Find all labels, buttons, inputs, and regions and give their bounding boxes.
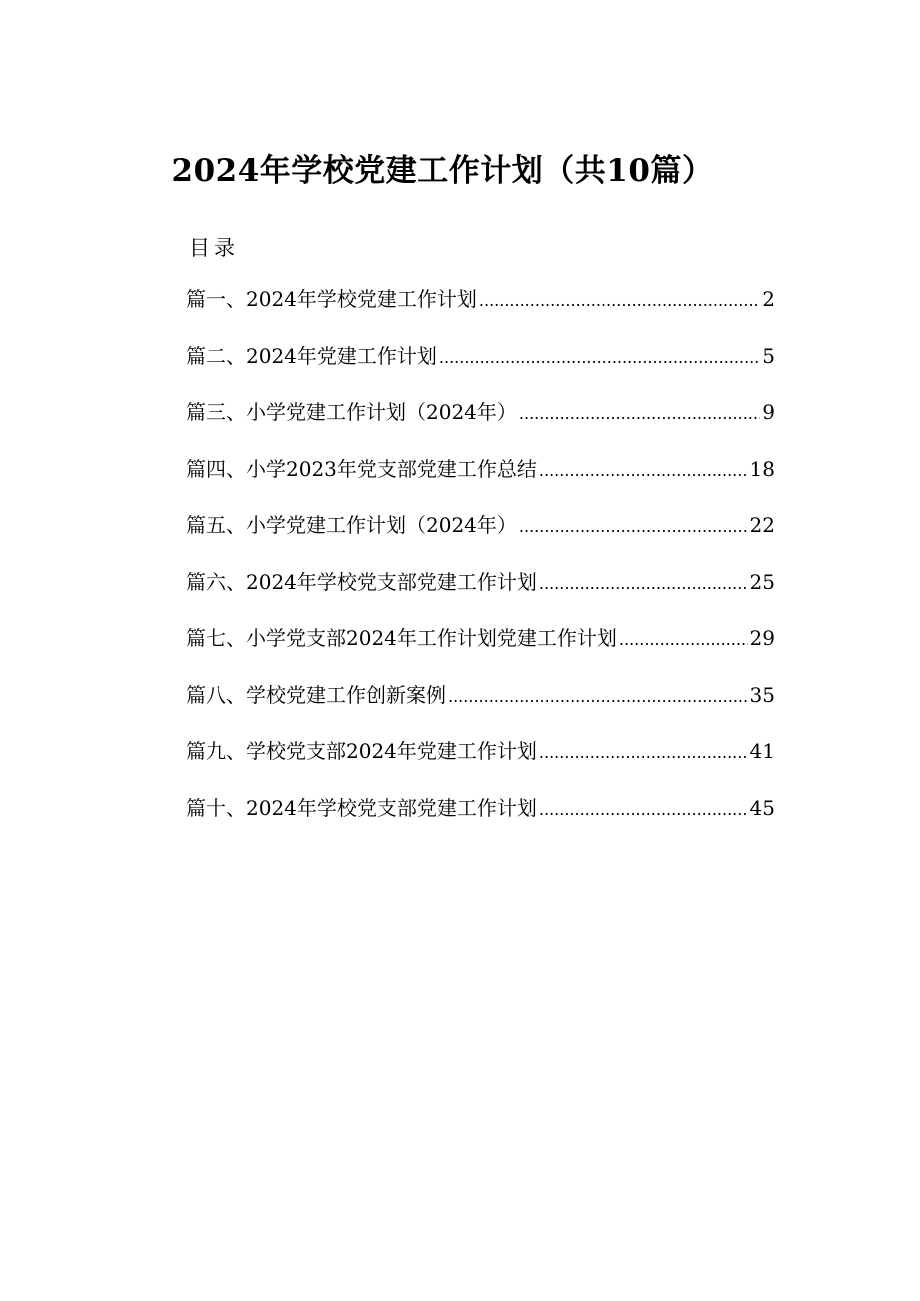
dot-leader — [519, 517, 748, 536]
toc-entry-10[interactable] — [186, 792, 775, 849]
toc-entry-title: 篇九、学校党支部2024年党建工作计划 — [186, 739, 537, 763]
toc-entry-6[interactable] — [186, 566, 775, 623]
dot-leader — [539, 743, 748, 762]
toc-entry-4[interactable] — [186, 453, 775, 510]
toc-entry-page-number: 2 — [762, 287, 775, 311]
toc-entry-2[interactable] — [186, 340, 775, 397]
toc-entry-7[interactable] — [186, 622, 775, 679]
toc-entry-page-number: 41 — [749, 739, 775, 763]
toc-entry-1[interactable] — [186, 283, 775, 340]
toc-entry-page-number: 9 — [762, 400, 775, 424]
toc-entry-page-number: 18 — [749, 456, 775, 481]
toc-entry-page-number: 25 — [749, 569, 775, 594]
dot-leader — [479, 291, 760, 310]
toc-entry-title: 篇二、2024年党建工作计划 — [186, 343, 437, 368]
dot-leader — [539, 461, 748, 480]
toc-entry-page-number: 35 — [749, 682, 775, 707]
toc-entry-9[interactable] — [186, 735, 775, 792]
toc-entry-page-number: 45 — [749, 795, 775, 820]
dot-leader — [439, 348, 760, 367]
dot-leader — [619, 630, 748, 649]
toc-entry-page-number: 29 — [749, 626, 775, 650]
dot-leader — [539, 574, 748, 593]
toc-heading: 目录 — [189, 236, 239, 260]
toc-entry-8[interactable] — [186, 679, 775, 736]
toc-entry-title: 篇一、2024年学校党建工作计划 — [186, 287, 477, 311]
page-title: 2024年学校党建工作计划（共10篇） — [171, 153, 714, 189]
dot-leader — [519, 404, 760, 423]
toc-entry-page-number: 5 — [762, 343, 775, 368]
toc-entry-title: 篇四、小学2023年党支部党建工作总结 — [186, 456, 537, 481]
dot-leader — [539, 800, 748, 819]
dot-leader — [448, 687, 748, 706]
table-of-contents — [186, 283, 775, 848]
toc-entry-title: 篇五、小学党建工作计划（2024年） — [186, 513, 517, 537]
toc-entry-title: 篇八、学校党建工作创新案例 — [186, 682, 446, 707]
toc-entry-title: 篇十、2024年学校党支部党建工作计划 — [186, 795, 537, 820]
toc-entry-title: 篇六、2024年学校党支部党建工作计划 — [186, 569, 537, 594]
toc-entry-title: 篇三、小学党建工作计划（2024年） — [186, 400, 517, 424]
toc-entry-title: 篇七、小学党支部2024年工作计划党建工作计划 — [186, 626, 617, 650]
toc-entry-3[interactable] — [186, 396, 775, 453]
toc-entry-5[interactable] — [186, 509, 775, 566]
toc-entry-page-number: 22 — [749, 513, 775, 537]
